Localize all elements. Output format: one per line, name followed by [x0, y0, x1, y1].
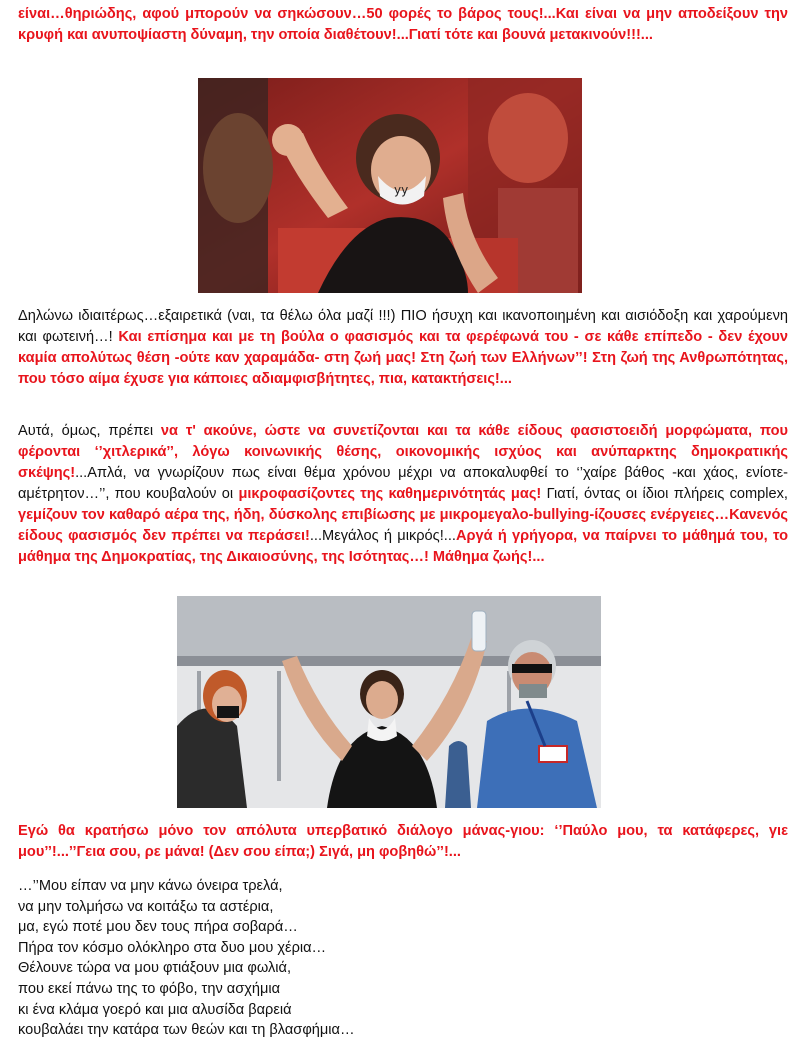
poem-line: να μην τολμήσω να κοιτάξω τα αστέρια,: [18, 898, 274, 915]
poem-line: κι ένα κλάμα γοερό και μια αλυσίδα βαρειά: [18, 1001, 292, 1018]
photo-celebrating-woman-1: [198, 78, 582, 293]
paragraph-3-part-1: Αυτά, όμως, πρέπει: [18, 423, 161, 439]
paragraph-2: [18, 306, 788, 390]
photo-1-illustration: [198, 78, 582, 293]
paragraph-3-part-6: γεμίζουν τον καθαρό αέρα της, ήδη, δύσκολης επιβίωσης με μικρομεγαλο-bullying-ίζουσες ενέργειες…Κανενός είδους φασισμός δεν πρέπει να περάσει!: [18, 507, 788, 544]
paragraph-2-emphasis: Και επίσημα και με τη βούλα ο φασισμός και τα φερέφωνά του - σε κάθε επίπεδο - δεν έχουν καμία απολύτως θέση -ούτε καν χαραμάδα- στη ζωή μας! Στη ζωή των Ελλήνων’’! Στη ζωή της Ανθρωπότητας, που τόσο αίμα έχυσε για κάποιες αδιαμφισβήτητες, πια, κατακτήσεις!...: [18, 329, 788, 387]
photo-celebrating-woman-2: [177, 596, 601, 808]
poem-line: Θέλουνε τώρα να μου φτιάξουν μια φωλιά,: [18, 960, 292, 977]
poem-line: κουβαλάει την κατάρα των θεών και τη βλασφήμια…: [18, 1022, 355, 1039]
paragraph-3-part-5: Γιατί, όντας οι ίδιοι πλήρεις complex,: [541, 486, 788, 502]
poem-line: που εκεί πάνω της το φόβο, την ασχήμια: [18, 980, 281, 997]
svg-text:yy: yy: [394, 183, 409, 197]
poem-excerpt: [18, 876, 788, 1041]
paragraph-4: [18, 821, 788, 863]
paragraph-3-part-4: μικροφασίζοντες της καθημερινότητάς μας!: [238, 486, 542, 502]
paragraph-3-part-3: ...Απλά, να γνωρίζουν πως είναι θέμα χρόνου μέχρι να αποκαλυφθεί το ‘’χαίρε βάθος -και χάος, ενίοτε- αμέτρητον…’’, που κουβαλούν οι: [18, 465, 788, 502]
paragraph-3-part-2: να τ' ακούνε, ώστε να συνετίζονται και τα κάθε είδους φασιστοειδή μορφώματα, που φέρονται ‘’χιτλερικά’’, λόγω κοινωνικής θέσης, οικονομικής ισχύος και ανύπαρκτης δημοκρατικής σκέψης!: [18, 423, 788, 481]
poem-line: Πήρα τον κόσμο ολόκληρο στα δυο μου χέρια…: [18, 939, 327, 956]
paragraph-1-text: είναι…θηριώδης, αφού μπορούν να σηκώσουν…50 φορές το βάρος τους!...Και είναι να μην αποδείξουν την κρυφή και ανυποψίαστη δύναμη, την οποία διαθέτουν!...Γιατί τότε και βουνά μετακινούν!!!...: [18, 6, 788, 43]
paragraph-3-part-7: ...Μεγάλος ή μικρός!...: [309, 528, 456, 544]
paragraph-1: [18, 4, 788, 46]
photo-2-illustration: [177, 596, 601, 808]
paragraph-4-text: Εγώ θα κρατήσω μόνο τον απόλυτα υπερβατικό διάλογο μάνας-γιου: ‘’Παύλο μου, τα κατάφερες, γιε μου’’!...’’Γεια σου, ρε μάνα! (Δεν σου είπα;) Σιγά, μη φοβηθώ’’!...: [18, 823, 788, 860]
paragraph-2-intro: Δηλώνω ιδιαιτέρως…εξαιρετικά (ναι, τα θέλω όλα μαζί !!!) ΠΙΟ ήσυχη και ικανοποιημένη και αισιόδοξη και χαρούμενη και φωτεινή…!: [18, 308, 788, 345]
paragraph-3: [18, 421, 788, 568]
poem-line: …’’Μου είπαν να μην κάνω όνειρα τρελά,: [18, 878, 283, 894]
poem-line: μα, εγώ ποτέ μου δεν τους πήρα σοβαρά…: [18, 919, 298, 936]
paragraph-3-part-8: Αργά ή γρήγορα, να παίρνει το μάθημά του, το μάθημα της Δημοκρατίας, της Δικαιοσύνης, της Ισότητας…! Μάθημα ζωής!...: [18, 528, 789, 565]
